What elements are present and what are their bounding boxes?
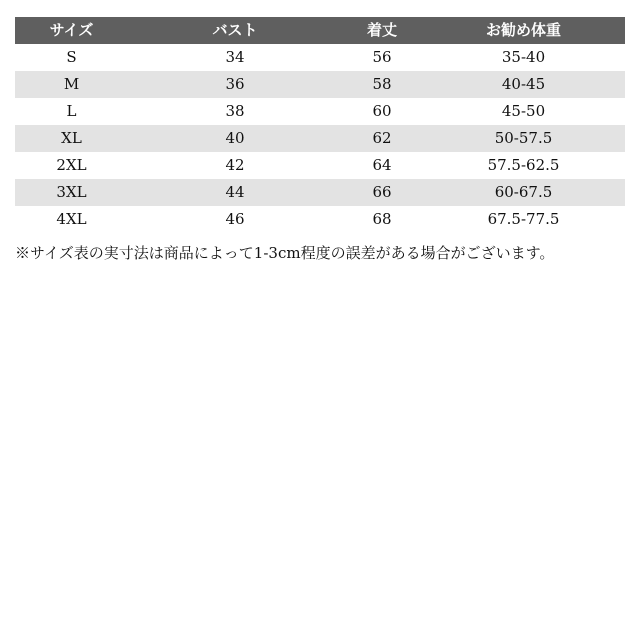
cell-weight: 57.5-62.5	[422, 152, 625, 179]
table-header-row	[15, 17, 625, 44]
header-recommended-weight: お勧め体重	[422, 17, 625, 44]
cell-size: M	[15, 71, 128, 98]
size-note: ※サイズ表の実寸法は商品によって1-3cm程度の誤差がある場合がございます。	[15, 244, 555, 262]
table-row	[15, 44, 625, 71]
cell-length: 68	[342, 206, 422, 233]
cell-weight: 60-67.5	[422, 179, 625, 206]
header-length: 着丈	[342, 17, 422, 44]
cell-bust: 40	[128, 125, 342, 152]
table-row	[15, 125, 625, 152]
header-size: サイズ	[15, 17, 128, 44]
cell-length: 60	[342, 98, 422, 125]
cell-weight: 67.5-77.5	[422, 206, 625, 233]
cell-length: 62	[342, 125, 422, 152]
cell-bust: 36	[128, 71, 342, 98]
table-row	[15, 179, 625, 206]
cell-weight: 35-40	[422, 44, 625, 71]
table-row	[15, 206, 625, 233]
cell-bust: 44	[128, 179, 342, 206]
cell-size: L	[15, 98, 128, 125]
cell-bust: 34	[128, 44, 342, 71]
cell-length: 66	[342, 179, 422, 206]
cell-size: XL	[15, 125, 128, 152]
cell-size: 4XL	[15, 206, 128, 233]
cell-weight: 45-50	[422, 98, 625, 125]
cell-size: 2XL	[15, 152, 128, 179]
cell-size: S	[15, 44, 128, 71]
cell-length: 58	[342, 71, 422, 98]
table-row	[15, 71, 625, 98]
cell-size: 3XL	[15, 179, 128, 206]
size-chart-table	[15, 17, 625, 233]
cell-weight: 50-57.5	[422, 125, 625, 152]
cell-length: 64	[342, 152, 422, 179]
table-row	[15, 152, 625, 179]
cell-bust: 46	[128, 206, 342, 233]
cell-weight: 40-45	[422, 71, 625, 98]
cell-bust: 38	[128, 98, 342, 125]
header-bust: バスト	[128, 17, 342, 44]
table-row	[15, 98, 625, 125]
cell-bust: 42	[128, 152, 342, 179]
cell-length: 56	[342, 44, 422, 71]
